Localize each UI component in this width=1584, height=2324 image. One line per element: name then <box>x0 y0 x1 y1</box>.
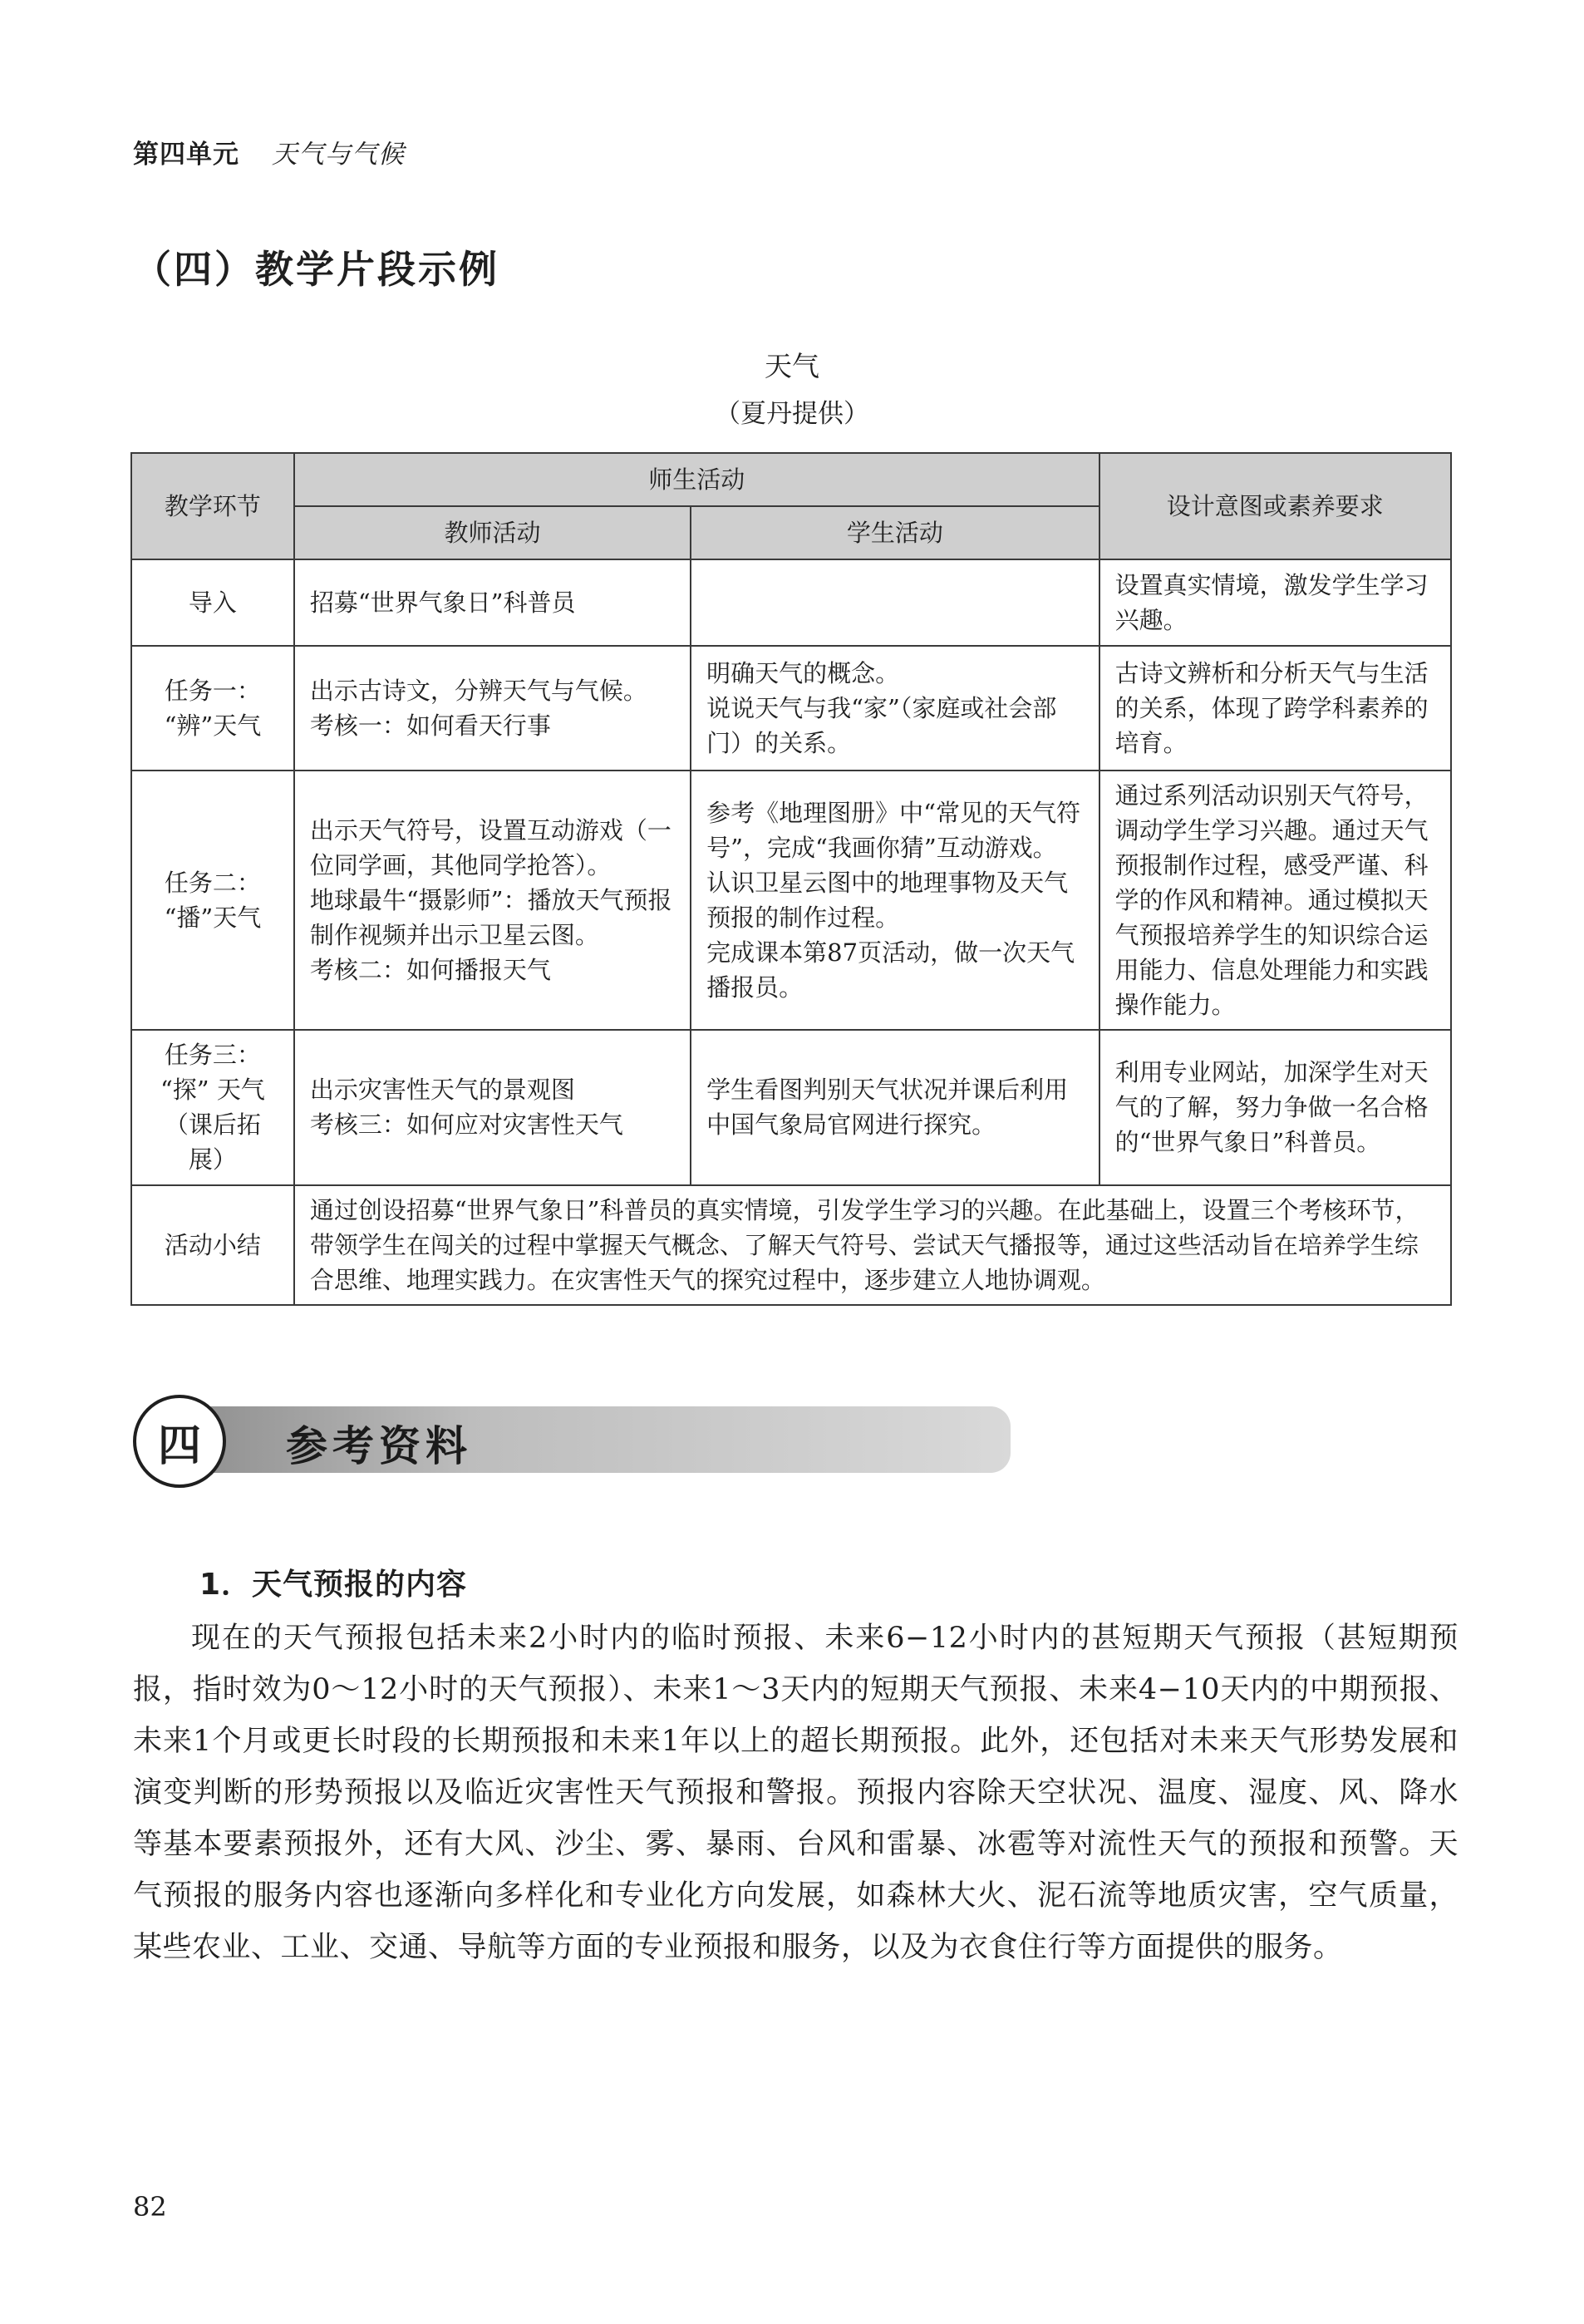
stage-line: 任务三： <box>164 1041 261 1070</box>
lesson-plan-table <box>130 452 1452 1306</box>
design-line: 古诗文辨析和分析天气与生活的关系，体现了跨学科素养的培育。 <box>1114 658 1429 758</box>
design-line: 利用专业网站，加深学生对天气的了解，努力争做一名合格的“世界气象日”科普员。 <box>1114 1058 1429 1157</box>
header-design: 设计意图或素养要求 <box>1099 453 1451 559</box>
cell-teacher <box>294 1030 691 1184</box>
teacher-line: 出示古诗文，分辨天气与气候。 <box>309 676 647 705</box>
student-line: 学生看图判别天气状况并课后利用中国气象局官网进行探究。 <box>706 1076 1069 1140</box>
unit-label: 第四单元 <box>133 140 239 170</box>
student-line: 明确天气的概念。 <box>706 658 900 687</box>
table-row <box>131 771 1451 1030</box>
table-header-row <box>131 453 1451 506</box>
teacher-line: 考核一：如何看天行事 <box>309 711 551 740</box>
cell-student <box>691 559 1099 646</box>
header-teacher: 教师活动 <box>294 506 691 559</box>
teacher-line: 出示灾害性天气的景观图 <box>309 1076 575 1105</box>
teacher-line: 考核三：如何应对灾害性天气 <box>309 1110 623 1140</box>
reference-banner <box>133 1395 1006 1486</box>
page-number: 82 <box>133 2191 167 2223</box>
summary-row <box>131 1185 1451 1305</box>
summary-text: 通过创设招募“世界气象日”科普员的真实情境，引发学生学习的兴趣。在此基础上，设置三个考核环节，带领学生在闯关的过程中掌握天气概念、了解天气符号、尝试天气播报等，通过这些活动旨在培养学生综合思维、地理实践力。在灾害性天气的探究过程中，逐步建立人地协调观。 <box>294 1185 1451 1305</box>
stage-line: “辨”天气 <box>164 711 262 740</box>
cell-student <box>691 1030 1099 1184</box>
cell-design <box>1099 646 1451 771</box>
teacher-line: 招募“世界气象日”科普员 <box>309 588 576 617</box>
cell-design <box>1099 771 1451 1030</box>
design-line: 通过系列活动识别天气符号，调动学生学习兴趣。通过天气预报制作过程，感受严谨、科学的作风和精神。通过模拟天气预报培养学生的知识综合运用能力、信息处理能力和实践操作能力。 <box>1114 781 1429 1020</box>
reference-number: 四 <box>133 1395 226 1488</box>
student-line: 说说天气与我“家”（家庭或社会部门）的关系。 <box>706 693 1057 758</box>
stage-line: 导入 <box>188 588 237 617</box>
stage-line: “播”天气 <box>164 904 262 933</box>
table-row <box>131 1030 1451 1184</box>
section-title: （四）教学片段示例 <box>133 247 499 292</box>
reference-title: 参考资料 <box>286 1422 472 1470</box>
lesson-title: 天气 <box>765 350 819 382</box>
cell-stage <box>131 646 294 771</box>
stage-line: “探” 天气 <box>160 1076 265 1105</box>
teacher-line: 地球最牛“摄影师”：播放天气预报制作视频并出示卫星云图。 <box>309 886 672 950</box>
stage-line: （课后拓展） <box>164 1110 261 1174</box>
subsection-heading: 1．天气预报的内容 <box>199 1568 468 1602</box>
body-paragraph: 现在的天气预报包括未来2小时内的临时预报、未来6−12小时内的甚短期天气预报（甚短期预报，指时效为0～12小时的天气预报）、未来1～3天内的短期天气预报、未来4−10天内的中期预报、未来1个月或更长时段的长期预报和未来1年以上的超长期预报。此外，还包括对未来天气形势发展和演变判断的形势预报以及临近灾害性天气预报和警报。预报内容除天空状况、温度、湿度、风、降水等基本要素预报外，还有大风、沙尘、雾、暴雨、台风和雷暴、冰雹等对流性天气的预报和预警。天气预报的服务内容也逐渐向多样化和专业化方向发展，如森林大火、泥石流等地质灾害，空气质量，某些农业、工业、交通、导航等方面的专业预报和服务，以及为衣食住行等方面提供的服务。 <box>133 1622 1459 1964</box>
cell-design <box>1099 559 1451 646</box>
student-line: 认识卫星云图中的地理事物及天气预报的制作过程。 <box>706 869 1069 933</box>
cell-student <box>691 771 1099 1030</box>
table-row <box>131 646 1451 771</box>
table-row <box>131 559 1451 646</box>
cell-teacher <box>294 771 691 1030</box>
header-stage: 教学环节 <box>131 453 294 559</box>
cell-stage <box>131 771 294 1030</box>
student-line: 参考《地理图册》中“常见的天气符号”，完成“我画你猜”互动游戏。 <box>706 799 1080 863</box>
stage-line: 任务一： <box>164 676 261 705</box>
cell-stage <box>131 1030 294 1184</box>
cell-teacher <box>294 646 691 771</box>
cell-design <box>1099 1030 1451 1184</box>
cell-stage <box>131 559 294 646</box>
header-student: 学生活动 <box>691 506 1099 559</box>
design-line: 设置真实情境，激发学生学习兴趣。 <box>1114 570 1429 634</box>
teacher-line: 出示天气符号，设置互动游戏（一位同学画，其他同学抢答）。 <box>309 816 671 880</box>
cell-student <box>691 646 1099 771</box>
header-activities: 师生活动 <box>294 453 1099 506</box>
lesson-author: （夏丹提供） <box>715 399 869 429</box>
student-line: 完成课本第87页活动，做一次天气播报员。 <box>706 938 1075 1002</box>
unit-topic: 天气与气候 <box>271 140 405 170</box>
teacher-line: 考核二：如何播报天气 <box>309 956 551 985</box>
running-header <box>133 133 405 170</box>
stage-line: 任务二： <box>164 869 261 898</box>
summary-stage: 活动小结 <box>131 1185 294 1305</box>
cell-teacher <box>294 559 691 646</box>
